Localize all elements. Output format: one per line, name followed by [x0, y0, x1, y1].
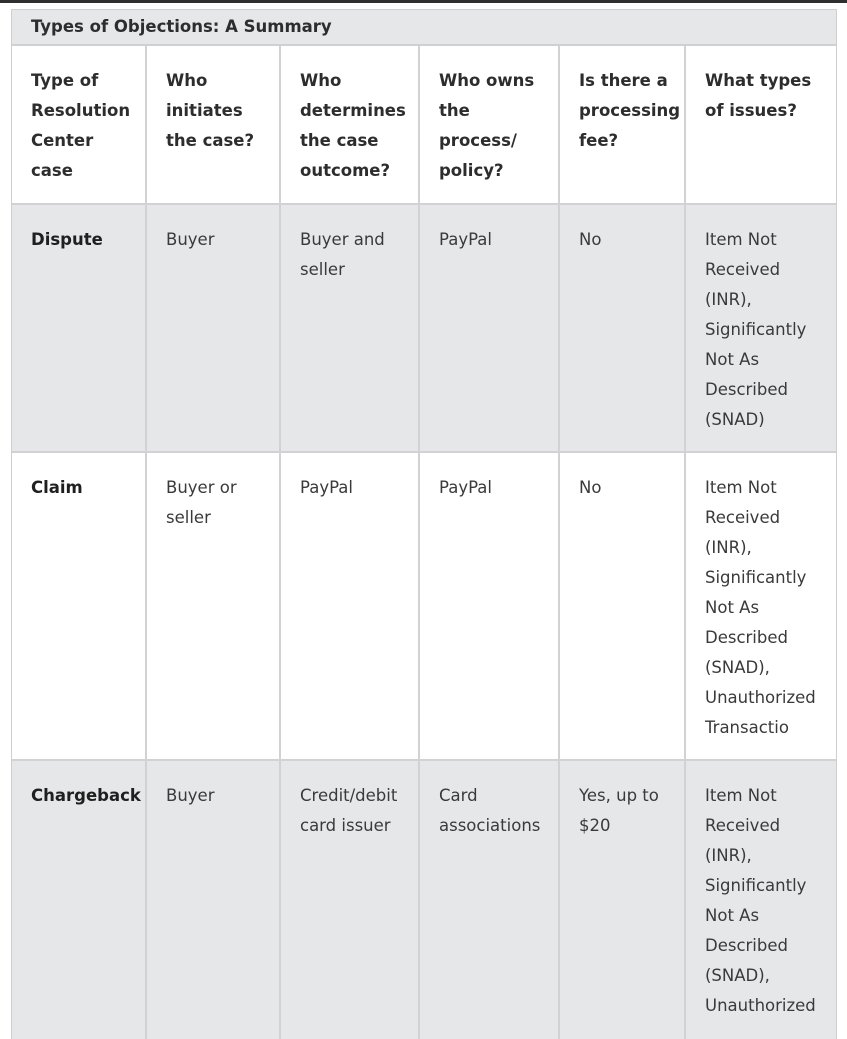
header-fee: Is there a processing fee?: [559, 46, 685, 204]
objections-summary-table: [12, 10, 836, 1039]
cell-case-type: Chargeback: [12, 760, 146, 1039]
cell-initiator: Buyer: [146, 204, 280, 452]
header-case-type: Type of Resolution Center case: [12, 46, 146, 204]
cell-fee: Yes, up to $20: [559, 760, 685, 1039]
cell-initiator: Buyer: [146, 760, 280, 1039]
cell-determiner: Credit/debit card issuer: [280, 760, 419, 1039]
cell-determiner: Buyer and seller: [280, 204, 419, 452]
table-row-dispute: [12, 204, 836, 452]
cell-owner: PayPal: [419, 452, 559, 760]
objections-summary-table-container: [11, 9, 837, 1039]
header-determiner: Who determines the case outcome?: [280, 46, 419, 204]
cell-owner: PayPal: [419, 204, 559, 452]
top-rule: [0, 0, 847, 3]
cell-issues: Item Not Received (INR), Significantly Not As Described (SNAD), Unauthorized: [685, 760, 836, 1039]
table-row-claim: [12, 452, 836, 760]
cell-case-type: Dispute: [12, 204, 146, 452]
cell-issues: Item Not Received (INR), Significantly Not As Described (SNAD), Unauthorized Transactio: [685, 452, 836, 760]
cell-fee: No: [559, 204, 685, 452]
cell-case-type: Claim: [12, 452, 146, 760]
cell-issues: Item Not Received (INR), Significantly Not As Described (SNAD): [685, 204, 836, 452]
cell-owner: Card associations: [419, 760, 559, 1039]
cell-fee: No: [559, 452, 685, 760]
cell-initiator: Buyer or seller: [146, 452, 280, 760]
header-issues: What types of issues?: [685, 46, 836, 204]
header-initiator: Who initiates the case?: [146, 46, 280, 204]
cell-determiner: PayPal: [280, 452, 419, 760]
table-caption: Types of Objections: A Summary: [12, 10, 836, 46]
header-owner: Who owns the process/ policy?: [419, 46, 559, 204]
header-row: [12, 46, 836, 204]
table-row-chargeback: [12, 760, 836, 1039]
